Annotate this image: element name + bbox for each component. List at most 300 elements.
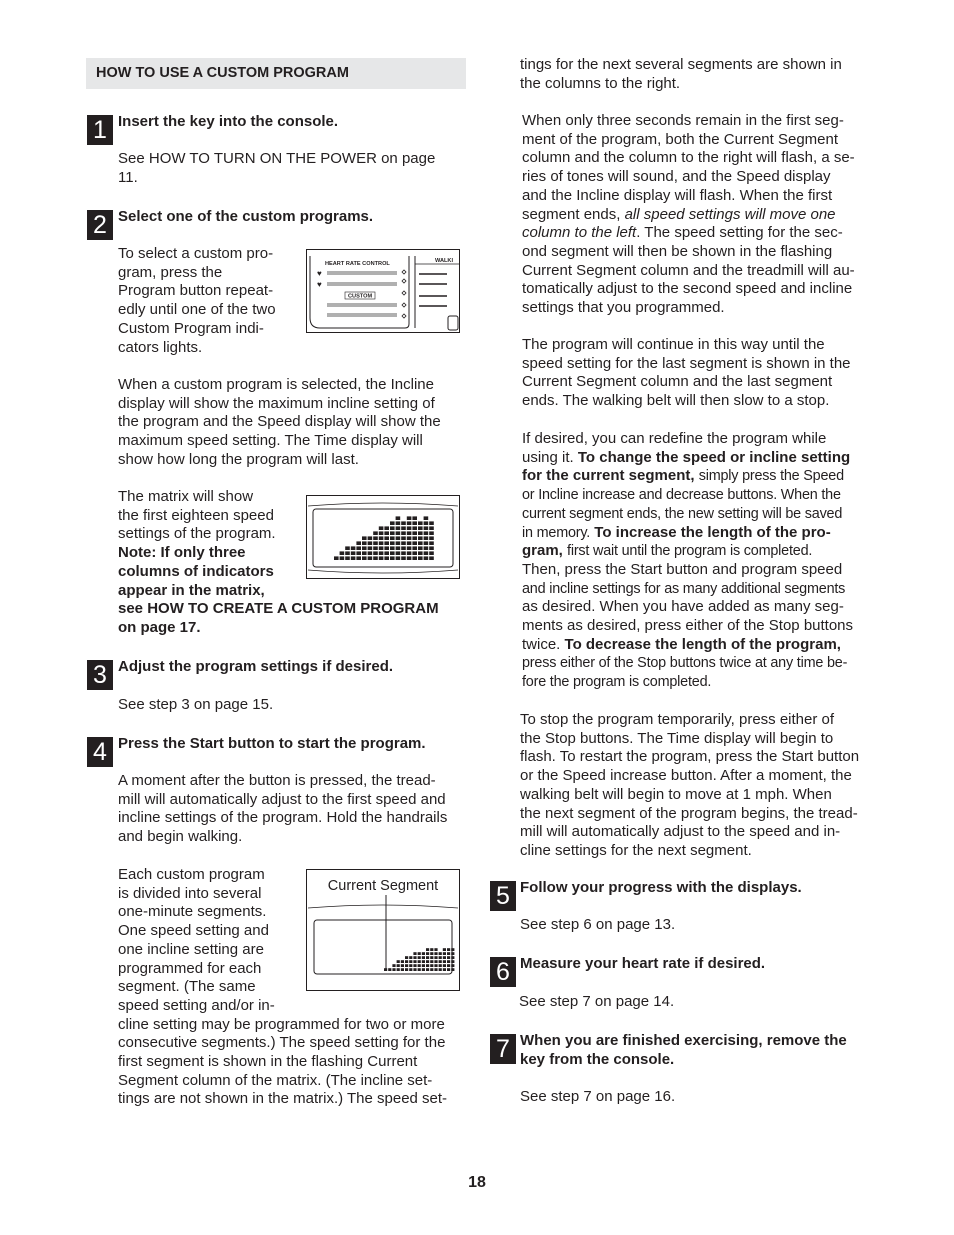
matrix-cell bbox=[418, 964, 421, 967]
matrix-cell bbox=[401, 551, 406, 555]
step2-note-line: appear in the matrix, bbox=[118, 581, 265, 599]
matrix-cell bbox=[418, 551, 423, 555]
right-para3-line: ends. The walking belt will then slow to a stop. bbox=[522, 392, 830, 410]
right-para2 bbox=[522, 112, 872, 318]
right-para2-line: column and the column to the right will flash, a se- bbox=[522, 149, 855, 167]
step2-para2 bbox=[118, 376, 468, 470]
matrix-cell bbox=[407, 541, 412, 545]
matrix-cell bbox=[345, 551, 350, 555]
right-para4-line: for the current segment, simply press the Speed bbox=[522, 467, 844, 485]
console-walk-label: WALKI bbox=[435, 258, 454, 264]
matrix-cell bbox=[447, 952, 450, 955]
step3-body: See step 3 on page 15. bbox=[118, 696, 274, 713]
matrix-cell bbox=[430, 968, 433, 971]
matrix-cell bbox=[447, 956, 450, 959]
matrix-cell bbox=[401, 521, 406, 525]
right-para2-line: When only three seconds remain in the first seg- bbox=[522, 112, 844, 129]
step2-intro-line: Custom Program indi- bbox=[118, 319, 264, 337]
step2-note-line: see HOW TO CREATE A CUSTOM PROGRAM bbox=[118, 600, 439, 618]
matrix-cell bbox=[413, 956, 416, 959]
matrix-cell bbox=[430, 952, 433, 955]
matrix-cell bbox=[447, 964, 450, 967]
matrix-cell bbox=[373, 536, 378, 540]
matrix-cell bbox=[418, 536, 423, 540]
matrix-cell bbox=[401, 546, 406, 550]
matrix-cell bbox=[409, 964, 412, 967]
matrix-cell bbox=[356, 556, 361, 560]
matrix-cell bbox=[362, 546, 367, 550]
step2-matrix-line: the first eighteen speed bbox=[118, 506, 274, 524]
matrix-cell bbox=[412, 526, 417, 530]
matrix-cell bbox=[413, 964, 416, 967]
step2-matrix-line: The matrix will show bbox=[118, 488, 254, 505]
step4-para2-line: Segment column of the matrix. (The incline set- bbox=[118, 1071, 433, 1089]
matrix-cell bbox=[418, 531, 423, 535]
step2-para2-line: show how long the program will last. bbox=[118, 450, 359, 468]
matrix-cell bbox=[426, 968, 429, 971]
right-para5-line: cline settings for the next segment. bbox=[520, 841, 752, 859]
matrix-cell bbox=[443, 948, 446, 951]
right-para4-line: press either of the Stop buttons twice at any time be- bbox=[522, 655, 848, 672]
matrix-cell bbox=[401, 536, 406, 540]
heart-icon: ♥ bbox=[317, 280, 322, 289]
step-heading-7-line: key from the console. bbox=[520, 1050, 675, 1068]
right-para2-line: and the Incline display will flash. When the first bbox=[522, 186, 833, 204]
matrix-cell bbox=[422, 960, 425, 963]
step2-intro-line: gram, press the bbox=[118, 263, 223, 281]
right-para4-line: or Incline increase and decrease buttons. When the bbox=[522, 487, 841, 504]
step2-para2-line: display will show the maximum incline setting of bbox=[118, 394, 435, 412]
matrix-cell bbox=[362, 536, 367, 540]
right-para5-line: the Stop buttons. The Time display will begin to bbox=[520, 729, 834, 747]
step1-body-line: 11. bbox=[118, 168, 138, 186]
matrix-cell bbox=[351, 546, 356, 550]
matrix-cell bbox=[397, 960, 400, 963]
matrix-cell bbox=[384, 551, 389, 555]
matrix-cell bbox=[334, 556, 339, 560]
matrix-cell bbox=[439, 960, 442, 963]
italic-emphasis: all speed settings will move one bbox=[624, 205, 836, 223]
matrix-cell bbox=[426, 964, 429, 967]
section-title: HOW TO USE A CUSTOM PROGRAM bbox=[96, 65, 349, 81]
matrix-cell bbox=[409, 956, 412, 959]
matrix-cell bbox=[418, 541, 423, 545]
step4-para2-line: cline setting may be programmed for two or more bbox=[118, 1015, 445, 1033]
matrix-cell bbox=[418, 556, 423, 560]
matrix-cell bbox=[396, 526, 401, 530]
matrix-cell bbox=[418, 960, 421, 963]
matrix-cell bbox=[407, 516, 412, 520]
matrix-illustration bbox=[307, 496, 459, 578]
matrix-cell bbox=[430, 964, 433, 967]
console-heart-label: HEART RATE CONTROL bbox=[325, 261, 390, 267]
step4-para2-line: is divided into several bbox=[118, 884, 262, 902]
step-heading-7 bbox=[520, 1032, 870, 1069]
matrix-cell bbox=[424, 541, 429, 545]
step-heading-1: Insert the key into the console. bbox=[118, 113, 339, 130]
matrix-cell bbox=[412, 521, 417, 525]
matrix-cell bbox=[412, 531, 417, 535]
step-heading-3: Adjust the program settings if desired. bbox=[118, 658, 394, 675]
matrix-cell bbox=[451, 968, 454, 971]
right-para2-line: tomatically adjust to the second speed and incline bbox=[522, 280, 853, 298]
step2-para2-line: When a custom program is selected, the Incline bbox=[118, 376, 434, 393]
step-heading-7-line: When you are finished exercising, remove the bbox=[520, 1032, 847, 1049]
right-para1-line: tings for the next several segments are shown in bbox=[520, 56, 842, 73]
step4-para2-line: tings are not shown in the matrix.) The speed set- bbox=[118, 1090, 448, 1108]
matrix-cell bbox=[407, 521, 412, 525]
step4-para2-line: programmed for each bbox=[118, 959, 262, 977]
right-para4-line: using it. To change the speed or incline setting bbox=[522, 448, 851, 466]
matrix-cell bbox=[368, 546, 373, 550]
right-para4-line: If desired, you can redefine the program while bbox=[522, 430, 827, 447]
matrix-cell bbox=[384, 556, 389, 560]
matrix-cell bbox=[384, 968, 387, 971]
matrix-cell bbox=[426, 948, 429, 951]
step2-intro-line: Program button repeat- bbox=[118, 282, 274, 300]
matrix-cell bbox=[401, 964, 404, 967]
step-heading-4: Press the Start button to start the program. bbox=[118, 735, 426, 752]
matrix-cell bbox=[397, 968, 400, 971]
matrix-cell bbox=[379, 536, 384, 540]
right-para3-line: speed setting for the last segment is shown in the bbox=[522, 354, 851, 372]
right-para5-line: the next segment of the program begins, the tread- bbox=[520, 804, 858, 822]
matrix-cell bbox=[443, 952, 446, 955]
matrix-cell bbox=[413, 952, 416, 955]
matrix-cell bbox=[429, 531, 434, 535]
matrix-cell bbox=[390, 536, 395, 540]
matrix-cell bbox=[368, 536, 373, 540]
matrix-cell bbox=[426, 952, 429, 955]
matrix-cell bbox=[401, 531, 406, 535]
matrix-cell bbox=[373, 541, 378, 545]
matrix-cell bbox=[407, 526, 412, 530]
step2-note-line: on page 17. bbox=[118, 618, 201, 636]
step-number-6: 6 bbox=[490, 957, 516, 987]
matrix-cell bbox=[384, 536, 389, 540]
step4-para2-line: one-minute segments. bbox=[118, 903, 267, 921]
matrix-cell bbox=[439, 956, 442, 959]
matrix-cell bbox=[434, 948, 437, 951]
step2-matrix-line: settings of the program. bbox=[118, 525, 276, 543]
matrix-cell bbox=[422, 964, 425, 967]
right-para5-line: or the Speed increase button. After a moment, the bbox=[520, 767, 852, 785]
right-para4-line: Then, press the Start button and program speed bbox=[522, 560, 843, 578]
heart-icon: ♥ bbox=[317, 269, 322, 278]
right-para4 bbox=[522, 430, 872, 692]
matrix-cell bbox=[401, 541, 406, 545]
matrix-cell bbox=[422, 968, 425, 971]
matrix-cell bbox=[434, 956, 437, 959]
matrix-cell bbox=[362, 556, 367, 560]
matrix-cell bbox=[439, 968, 442, 971]
matrix-cell bbox=[409, 968, 412, 971]
console-custom-label: CUSTOM bbox=[348, 293, 373, 300]
matrix-cell bbox=[422, 952, 425, 955]
step1-body-line: See HOW TO TURN ON THE POWER on page bbox=[118, 150, 436, 167]
matrix-cell bbox=[451, 948, 454, 951]
matrix-cell bbox=[390, 556, 395, 560]
matrix-cell bbox=[362, 541, 367, 545]
matrix-cell bbox=[368, 551, 373, 555]
matrix-cell bbox=[384, 531, 389, 535]
matrix-cell bbox=[430, 956, 433, 959]
italic-emphasis: column to the left bbox=[522, 224, 637, 242]
step-number-5: 5 bbox=[490, 881, 516, 911]
matrix-cell bbox=[340, 551, 345, 555]
matrix-cell bbox=[412, 516, 417, 520]
matrix-cell bbox=[418, 968, 421, 971]
step4-para2-line: one incline setting are bbox=[118, 940, 264, 958]
matrix-cell bbox=[392, 968, 395, 971]
matrix-cell bbox=[379, 541, 384, 545]
matrix-cell bbox=[409, 960, 412, 963]
right-para1-line: the columns to the right. bbox=[520, 74, 681, 92]
right-para4-line: in memory. To increase the length of the pro- bbox=[522, 523, 831, 541]
matrix-cell bbox=[396, 551, 401, 555]
right-para4-line: gram, first wait until the program is completed. bbox=[522, 542, 813, 560]
matrix-cell bbox=[396, 556, 401, 560]
step4-para1 bbox=[118, 772, 468, 847]
matrix-cell bbox=[392, 964, 395, 967]
matrix-cell bbox=[434, 968, 437, 971]
matrix-cell bbox=[447, 968, 450, 971]
matrix-cell bbox=[418, 956, 421, 959]
matrix-cell bbox=[434, 960, 437, 963]
matrix-cell bbox=[397, 964, 400, 967]
matrix-cell bbox=[407, 546, 412, 550]
matrix-cell bbox=[405, 968, 408, 971]
matrix-cell bbox=[379, 551, 384, 555]
matrix-cell bbox=[451, 960, 454, 963]
matrix-cell bbox=[379, 526, 384, 530]
step5-body: See step 6 on page 13. bbox=[520, 916, 676, 933]
step-number-1: 1 bbox=[87, 115, 113, 145]
matrix-cell bbox=[426, 956, 429, 959]
matrix-cell bbox=[390, 551, 395, 555]
matrix-cell bbox=[368, 556, 373, 560]
matrix-cell bbox=[418, 546, 423, 550]
step2-para2-line: maximum speed setting. The Time display will bbox=[118, 432, 423, 450]
matrix-cell bbox=[396, 536, 401, 540]
step2-intro-line: cators lights. bbox=[118, 338, 203, 356]
step-number-2: 2 bbox=[87, 210, 113, 240]
matrix-cell bbox=[396, 516, 401, 520]
matrix-cell bbox=[447, 948, 450, 951]
matrix-cell bbox=[401, 556, 406, 560]
matrix-cell bbox=[424, 521, 429, 525]
matrix-cell bbox=[390, 546, 395, 550]
step-number-7: 7 bbox=[490, 1034, 516, 1064]
right-para5-line: To stop the program temporarily, press either of bbox=[520, 711, 835, 728]
matrix-cell bbox=[451, 956, 454, 959]
matrix-cell bbox=[424, 516, 429, 520]
right-para5-line: walking belt will begin to move at 1 mph. When bbox=[520, 785, 832, 803]
matrix-cell bbox=[434, 964, 437, 967]
right-para2-line: settings that you programmed. bbox=[522, 299, 725, 317]
step4-para2-line: speed setting and/or in- bbox=[118, 996, 275, 1014]
matrix-cell bbox=[351, 551, 356, 555]
matrix-cell bbox=[447, 960, 450, 963]
matrix-cell bbox=[429, 551, 434, 555]
step4-para2-line: segment. (The same bbox=[118, 978, 256, 996]
matrix-cell bbox=[424, 526, 429, 530]
matrix-cell bbox=[418, 521, 423, 525]
matrix-cell bbox=[412, 541, 417, 545]
step4-para1-line: A moment after the button is pressed, the tread- bbox=[118, 772, 436, 789]
matrix-cell bbox=[384, 541, 389, 545]
matrix-cell bbox=[412, 551, 417, 555]
matrix-cell bbox=[390, 541, 395, 545]
matrix-cell bbox=[429, 536, 434, 540]
right-para4-line: current segment ends, the new setting will be saved bbox=[522, 505, 843, 522]
right-para4-line: as desired. When you have added as many seg- bbox=[522, 598, 844, 616]
right-para4-line: fore the program is completed. bbox=[522, 674, 712, 691]
right-para5-line: flash. To restart the program, press the Start button bbox=[520, 748, 860, 766]
right-para3 bbox=[522, 336, 872, 411]
matrix-cell bbox=[412, 546, 417, 550]
matrix-cell bbox=[379, 531, 384, 535]
matrix-cell bbox=[396, 531, 401, 535]
matrix-cell bbox=[401, 968, 404, 971]
step-number-4: 4 bbox=[87, 737, 113, 767]
matrix-cell bbox=[424, 531, 429, 535]
matrix-cell bbox=[379, 556, 384, 560]
section-title-bar bbox=[86, 58, 466, 89]
right-para2-line: segment ends, all speed settings will move one bbox=[522, 205, 836, 223]
matrix-cell bbox=[340, 556, 345, 560]
step4-para2-line: Each custom program bbox=[118, 866, 265, 883]
right-para4-line: and incline settings for as many additional segments bbox=[522, 580, 846, 597]
segment-figure bbox=[306, 869, 460, 991]
matrix-cell bbox=[362, 551, 367, 555]
right-para2-line: ment of the program, both the Current Segment bbox=[522, 130, 839, 148]
step2-intro-line: To select a custom pro- bbox=[118, 245, 274, 262]
segment-illustration bbox=[307, 870, 459, 990]
step6-body: See step 7 on page 14. bbox=[519, 993, 675, 1010]
matrix-cell bbox=[356, 551, 361, 555]
step7-body: See step 7 on page 16. bbox=[520, 1088, 676, 1105]
page-number: 18 bbox=[468, 1174, 486, 1191]
right-para2-line: ond segment will then be shown in the flashing bbox=[522, 242, 833, 260]
step-heading-6: Measure your heart rate if desired. bbox=[520, 955, 766, 972]
matrix-cell bbox=[429, 521, 434, 525]
right-para3-line: Current Segment column and the last segment bbox=[522, 373, 833, 391]
matrix-cell bbox=[390, 521, 395, 525]
step2-note-line: Note: If only three bbox=[118, 544, 246, 562]
matrix-cell bbox=[405, 956, 408, 959]
matrix-cell bbox=[384, 546, 389, 550]
step2-intro-line: edly until one of the two bbox=[118, 301, 276, 319]
segment-figure-label: Current Segment bbox=[327, 878, 439, 894]
matrix-cell bbox=[418, 952, 421, 955]
console-illustration bbox=[307, 250, 459, 332]
matrix-cell bbox=[443, 968, 446, 971]
matrix-cell bbox=[396, 521, 401, 525]
matrix-cell bbox=[429, 556, 434, 560]
matrix-cell bbox=[451, 952, 454, 955]
matrix-cell bbox=[407, 556, 412, 560]
right-para2-line: Current Segment column and the treadmill will au- bbox=[522, 261, 855, 279]
console-figure bbox=[306, 249, 460, 333]
matrix-cell bbox=[345, 556, 350, 560]
right-para2-line: column to the left. The speed setting for the sec- bbox=[522, 224, 843, 242]
step4-para2-line: first segment is shown in the flashing Current bbox=[118, 1053, 418, 1071]
matrix-cell bbox=[424, 536, 429, 540]
matrix-cell bbox=[390, 526, 395, 530]
matrix-bars bbox=[334, 516, 434, 560]
matrix-cell bbox=[429, 546, 434, 550]
matrix-cell bbox=[429, 541, 434, 545]
matrix-cell bbox=[413, 960, 416, 963]
matrix-cell bbox=[424, 546, 429, 550]
step-heading-5: Follow your progress with the displays. bbox=[520, 879, 802, 896]
right-para5 bbox=[520, 711, 872, 861]
matrix-cell bbox=[451, 964, 454, 967]
matrix-cell bbox=[439, 952, 442, 955]
matrix-cell bbox=[345, 546, 350, 550]
right-para2-line: ries of tones will sound, and the Speed display bbox=[522, 168, 831, 186]
matrix-cell bbox=[407, 551, 412, 555]
right-para1 bbox=[520, 56, 870, 93]
matrix-cell bbox=[413, 968, 416, 971]
matrix-cell bbox=[388, 968, 391, 971]
matrix-cell bbox=[401, 526, 406, 530]
matrix-cell bbox=[424, 556, 429, 560]
matrix-cell bbox=[430, 948, 433, 951]
matrix-cell bbox=[373, 546, 378, 550]
matrix-cell bbox=[430, 960, 433, 963]
matrix-cell bbox=[443, 956, 446, 959]
matrix-cell bbox=[373, 531, 378, 535]
step4-para1-line: and begin walking. bbox=[118, 828, 243, 846]
matrix-cell bbox=[434, 952, 437, 955]
matrix-figure bbox=[306, 495, 460, 579]
matrix-cell bbox=[356, 546, 361, 550]
matrix-cell bbox=[422, 956, 425, 959]
right-para4-line: ments as desired, press either of the Stop buttons bbox=[522, 617, 854, 635]
matrix-cell bbox=[405, 960, 408, 963]
step4-para2-line: One speed setting and bbox=[118, 922, 269, 940]
right-para5-line: mill will automatically adjust to the speed and in- bbox=[520, 823, 841, 841]
step-number-3: 3 bbox=[87, 660, 113, 690]
step2-intro bbox=[118, 245, 303, 357]
matrix-cell bbox=[373, 556, 378, 560]
step4-para1-line: mill will automatically adjust to the first speed and bbox=[118, 790, 446, 808]
matrix-cell bbox=[351, 556, 356, 560]
segment-bars bbox=[384, 948, 454, 971]
matrix-cell bbox=[443, 960, 446, 963]
step1-body bbox=[118, 150, 468, 187]
matrix-cell bbox=[426, 960, 429, 963]
matrix-cell bbox=[405, 964, 408, 967]
step4-para2-line: consecutive segments.) The speed setting for the bbox=[118, 1034, 446, 1052]
matrix-cell bbox=[443, 964, 446, 967]
step2-para2-line: the program and the Speed display will show the bbox=[118, 413, 441, 431]
step2-note-line: columns of indicators bbox=[118, 562, 274, 580]
matrix-cell bbox=[418, 526, 423, 530]
matrix-cell bbox=[390, 531, 395, 535]
matrix-cell bbox=[407, 531, 412, 535]
step-heading-2: Select one of the custom programs. bbox=[118, 208, 374, 225]
matrix-cell bbox=[407, 536, 412, 540]
matrix-cell bbox=[401, 960, 404, 963]
matrix-cell bbox=[396, 546, 401, 550]
matrix-cell bbox=[439, 964, 442, 967]
matrix-cell bbox=[424, 551, 429, 555]
matrix-cell bbox=[412, 556, 417, 560]
right-para4-line: twice. To decrease the length of the program, bbox=[522, 635, 841, 653]
